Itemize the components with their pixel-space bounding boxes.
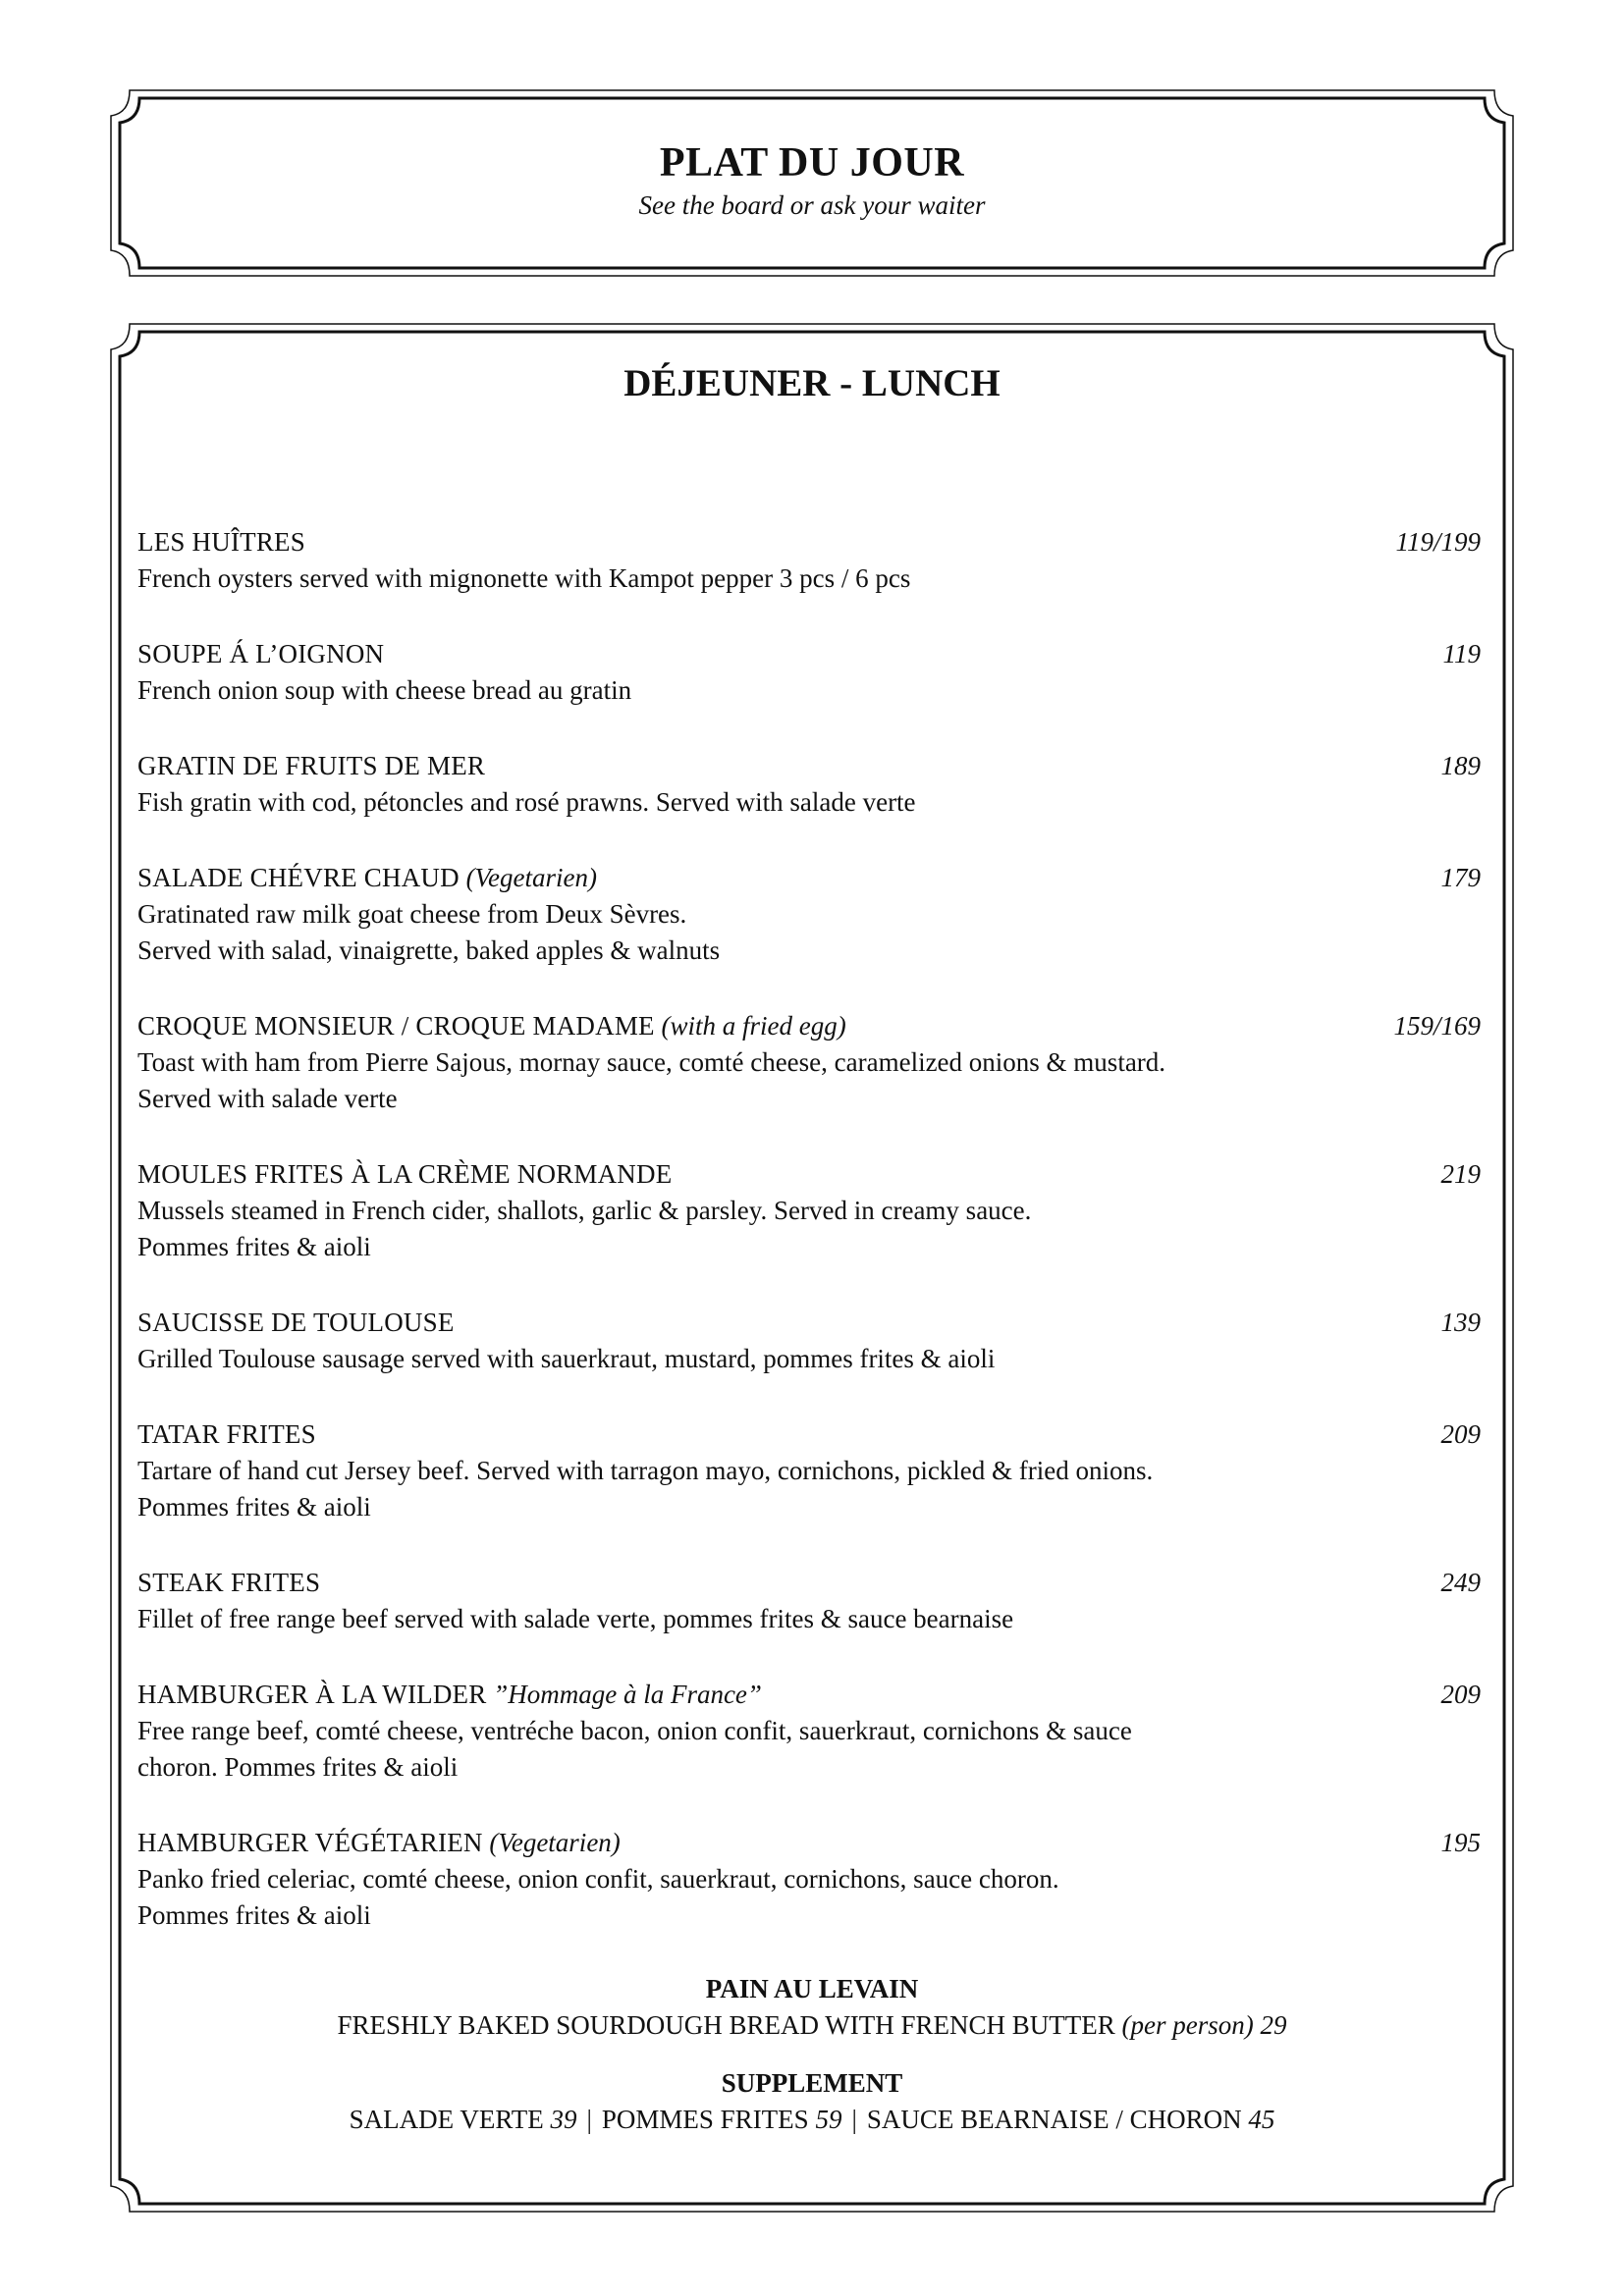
menu-item-title [137, 1156, 672, 1193]
menu-item [137, 1416, 1487, 1525]
menu-item-price: 189 [1440, 751, 1481, 780]
menu-item [137, 1305, 1487, 1377]
menu-item-header [137, 748, 1487, 784]
bread-block [137, 1971, 1487, 2044]
menu-item-description: Gratinated raw milk goat cheese from Deux Sèvres. [137, 899, 687, 929]
menu-item-description: French oysters served with mignonette with Kampot pepper 3 pcs / 6 pcs [137, 563, 911, 593]
menu-item-title [137, 1825, 621, 1861]
menu-item-header [137, 636, 1487, 672]
menu-item-name: MOULES FRITES À LA CRÈME NORMANDE [137, 1159, 673, 1189]
bread-note: (per person) [1121, 2010, 1254, 2040]
menu-item-title [137, 748, 485, 784]
supplement-separator: | [851, 2105, 857, 2134]
supplement-item-price: 39 [550, 2105, 577, 2134]
menu-item-name: TATAR FRITES [137, 1419, 316, 1449]
menu-item-price: 139 [1440, 1308, 1481, 1337]
menu-item-description: Served with salad, vinaigrette, baked apples & walnuts [137, 935, 721, 965]
menu-item-description: Served with salade verte [137, 1084, 398, 1113]
menu-item-title [137, 860, 597, 896]
menu-item-header [137, 1156, 1487, 1193]
supplement-separator: | [586, 2105, 592, 2134]
menu-item-price: 179 [1440, 863, 1481, 892]
supplement-line [137, 2102, 1487, 2138]
menu-item-title [137, 1677, 762, 1713]
menu-item [137, 860, 1487, 969]
menu-item-description: choron. Pommes frites & aioli [137, 1752, 459, 1782]
menu-item-price: 219 [1440, 1159, 1481, 1189]
menu-item-note: (Vegetarien) [465, 863, 598, 892]
menu-item-price: 209 [1440, 1680, 1481, 1709]
menu-item-note: ”Hommage à la France” [493, 1680, 762, 1709]
menu-item [137, 1565, 1487, 1637]
menu-item-note: (Vegetarien) [489, 1828, 621, 1857]
menu-item [137, 1825, 1487, 1934]
menu-item-description: Mussels steamed in French cider, shallots, garlic & parsley. Served in creamy sauce. [137, 1196, 1032, 1225]
menu-item-note: (with a fried egg) [661, 1011, 846, 1041]
menu-item-title [137, 636, 384, 672]
bread-text: FRESHLY BAKED SOURDOUGH BREAD WITH FRENCH BUTTER [337, 2010, 1115, 2040]
menu-item-description: Free range beef, comté cheese, ventréche bacon, onion confit, sauerkraut, cornichons & sauce [137, 1716, 1132, 1745]
supplement-item-name: SAUCE BEARNAISE / CHORON [866, 2105, 1242, 2134]
menu-item-description: Tartare of hand cut Jersey beef. Served with tarragon mayo, cornichons, pickled & fried onions. [137, 1456, 1154, 1485]
menu-item [137, 1008, 1487, 1117]
menu-item-name: SALADE CHÉVRE CHAUD [137, 863, 460, 892]
extras-section [137, 1971, 1487, 2160]
menu-item-header [137, 1825, 1487, 1861]
menu-item-header [137, 860, 1487, 896]
menu-item-price: 209 [1440, 1419, 1481, 1449]
menu-item [137, 636, 1487, 709]
menu-item-name: STEAK FRITES [137, 1568, 321, 1597]
menu-item-title [137, 1305, 455, 1341]
menu-item-price: 195 [1440, 1828, 1481, 1857]
menu-item [137, 1156, 1487, 1265]
menu-item-price: 249 [1440, 1568, 1481, 1597]
menu-item-header [137, 1305, 1487, 1341]
plat-du-jour-subtitle: See the board or ask your waiter [638, 190, 986, 220]
menu-item [137, 748, 1487, 821]
supplement-item-price: 45 [1248, 2105, 1275, 2134]
menu-item-description: Toast with ham from Pierre Sajous, mornay sauce, comté cheese, caramelized onions & mustard. [137, 1047, 1166, 1077]
supplement-item-name: POMMES FRITES [601, 2105, 809, 2134]
supplement-block [137, 2065, 1487, 2138]
bread-line [137, 2007, 1487, 2044]
menu-item-name: SAUCISSE DE TOULOUSE [137, 1308, 455, 1337]
menu-item-description: Fillet of free range beef served with salade verte, pommes frites & sauce bearnaise [137, 1604, 1014, 1633]
menu-item-header [137, 1677, 1487, 1713]
supplement-item-price: 59 [815, 2105, 842, 2134]
menu-item-description: French onion soup with cheese bread au gratin [137, 675, 632, 705]
menu-item [137, 524, 1487, 597]
menu-item-price: 159/169 [1393, 1011, 1481, 1041]
plat-du-jour-title: PLAT DU JOUR [659, 140, 965, 186]
menu-items-list [137, 524, 1487, 1973]
lunch-box [137, 334, 1487, 2134]
menu-item-name: CROQUE MONSIEUR / CROQUE MADAME [137, 1011, 655, 1041]
menu-item-name: GRATIN DE FRUITS DE MER [137, 751, 486, 780]
menu-item-description: Pommes frites & aioli [137, 1900, 371, 1930]
bread-price: 29 [1260, 2010, 1287, 2040]
menu-item-header [137, 1416, 1487, 1453]
menu-item-title [137, 1565, 320, 1601]
menu-item-name: LES HUÎTRES [137, 527, 305, 557]
supplement-title: SUPPLEMENT [721, 2068, 903, 2098]
menu-item-name: HAMBURGER À LA WILDER [137, 1680, 487, 1709]
menu-item-description: Grilled Toulouse sausage served with sauerkraut, mustard, pommes frites & aioli [137, 1344, 996, 1373]
menu-item-title [137, 1416, 316, 1453]
menu-item-header [137, 1008, 1487, 1044]
menu-item-price: 119 [1442, 639, 1481, 668]
menu-item [137, 1677, 1487, 1786]
menu-item-name: SOUPE Á L’OIGNON [137, 639, 385, 668]
plat-du-jour-box [98, 98, 1526, 270]
menu-item-title [137, 524, 305, 561]
bread-title: PAIN AU LEVAIN [705, 1974, 919, 2003]
supplement-item-name: SALADE VERTE [349, 2105, 544, 2134]
menu-item-price: 119/199 [1395, 527, 1481, 557]
menu-item-name: HAMBURGER VÉGÉTARIEN [137, 1828, 483, 1857]
menu-item-title [137, 1008, 846, 1044]
menu-item-description: Pommes frites & aioli [137, 1232, 371, 1261]
menu-item-description: Panko fried celeriac, comté cheese, onion confit, sauerkraut, cornichons, sauce choron. [137, 1864, 1059, 1894]
menu-item-header [137, 1565, 1487, 1601]
menu-item-header [137, 524, 1487, 561]
menu-item-description: Fish gratin with cod, pétoncles and rosé prawns. Served with salade verte [137, 787, 916, 817]
lunch-title: DÉJEUNER - LUNCH [623, 362, 1001, 404]
menu-item-description: Pommes frites & aioli [137, 1492, 371, 1522]
